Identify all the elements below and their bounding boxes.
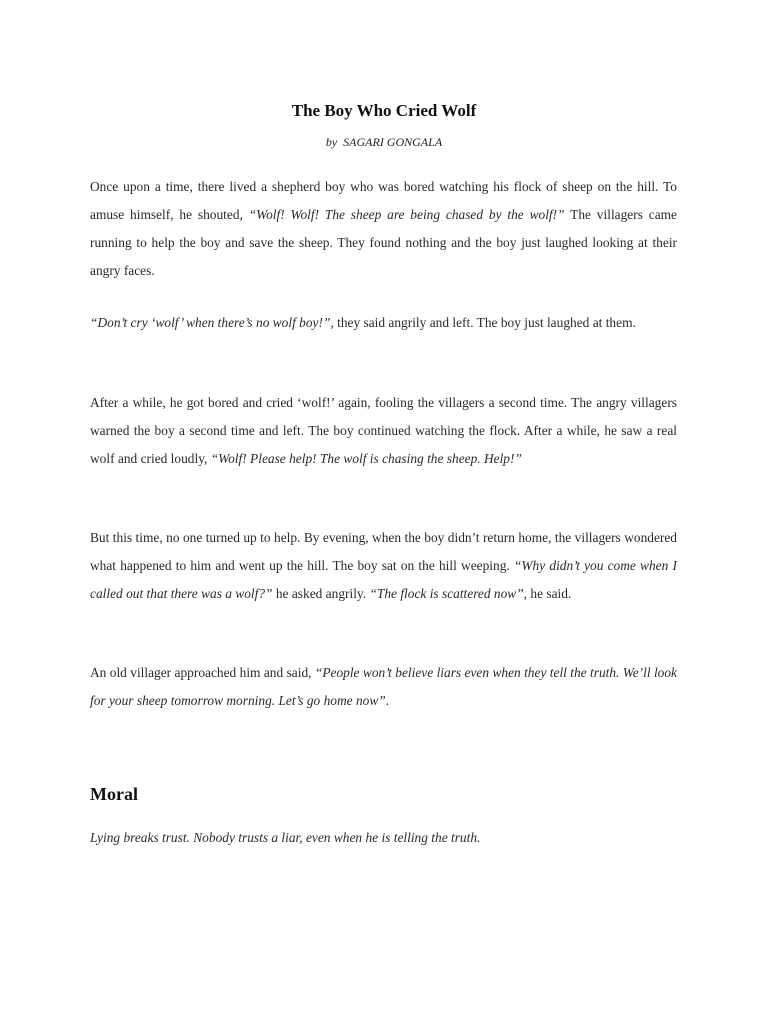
- byline-prefix: by: [325, 135, 338, 149]
- narration-text: After a while, he got bored and cried ‘wolf!’ again, fooling the villagers a second time. The angry villagers warned the boy a second time and left. The boy continued watching the flock. After a while, he saw a real wolf and cried loudly,: [90, 395, 677, 466]
- narration-text: An old villager approached him and said,: [90, 665, 315, 680]
- quoted-speech: “People won’t believe liars even when they tell the truth. We’ll look for your sheep tomorrow morning. Let’s go home now”: [90, 665, 677, 708]
- narration-text: .: [385, 693, 390, 708]
- story-paragraph-2: [90, 309, 677, 337]
- story-paragraph-1: [90, 173, 677, 285]
- byline: [0, 135, 768, 150]
- narration-text: they said angrily and left. The boy just laughed at them.: [333, 315, 636, 330]
- narration-text: But this time, no one turned up to help. By evening, when the boy didn’t return home, the villagers wondered what happened to him and went up the hill. The boy sat on the hill weeping.: [90, 530, 677, 573]
- quoted-speech: “Why didn’t you come when I called out that there was a wolf?”: [90, 558, 677, 601]
- quoted-speech: “Wolf! Please help! The wolf is chasing the sheep. Help!”: [210, 451, 522, 466]
- narration-text: he asked angrily.: [272, 586, 370, 601]
- story-paragraph-5: [90, 659, 677, 715]
- quoted-speech: “Don’t cry ‘wolf’ when there’s no wolf boy!”,: [90, 315, 334, 330]
- moral-heading: Moral: [90, 784, 138, 804]
- quoted-speech: “The flock is scattered now”,: [369, 586, 528, 601]
- narration-text: The villagers came running to help the boy and save the sheep. They found nothing and the boy just laughed looking at their angry faces.: [90, 207, 677, 278]
- moral-text: Lying breaks trust. Nobody trusts a liar, even when he is telling the truth.: [90, 830, 481, 845]
- quoted-speech: “Wolf! Wolf! The sheep are being chased by the wolf!”: [248, 207, 565, 222]
- story-paragraph-4: [90, 524, 677, 608]
- narration-text: Once upon a time, there lived a shepherd boy who was bored watching his flock of sheep on the hill. To amuse himself, he shouted,: [90, 179, 677, 222]
- author-name: SAGARI GONGALA: [343, 135, 443, 149]
- narration-text: he said.: [527, 586, 572, 601]
- story-paragraph-3: [90, 389, 677, 473]
- story-title: The Boy Who Cried Wolf: [291, 101, 477, 120]
